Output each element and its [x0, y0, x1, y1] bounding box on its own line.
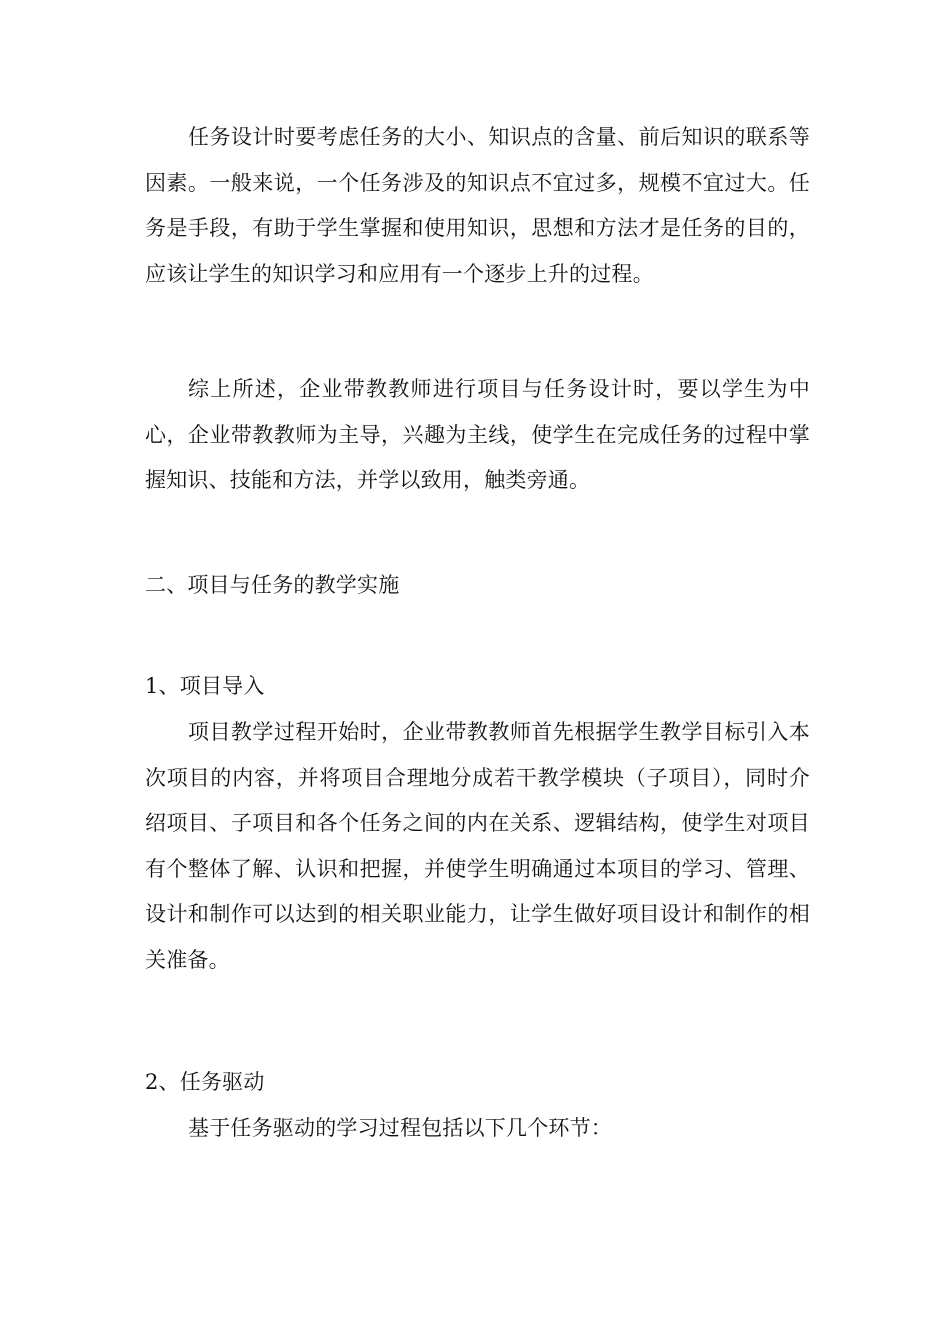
- section-heading: 二、项目与任务的教学实施: [145, 573, 400, 597]
- paragraph-task-driven: 基于任务驱动的学习过程包括以下几个环节：: [188, 1116, 612, 1140]
- paragraph-summary: 综上所述，企业带教教师进行项目与任务设计时，要以学生为中心，企业带教教师为主导，兴趣为主线，使学生在完成任务的过程中掌握知识、技能和方法，并学以致用，触类旁通。: [145, 377, 810, 492]
- subheading-project-intro: 1、项目导入: [145, 674, 265, 698]
- paragraph-task-design: 任务设计时要考虑任务的大小、知识点的含量、前后知识的联系等因素。一般来说，一个任务涉及的知识点不宜过多，规模不宜过大。任务是手段，有助于学生掌握和使用知识，思想和方法才是任务的目的，应该让学生的知识学习和应用有一个逐步上升的过程。: [145, 125, 810, 286]
- subheading-task-driven: 2、任务驱动: [145, 1070, 265, 1094]
- paragraph-project-intro: 项目教学过程开始时，企业带教教师首先根据学生教学目标引入本次项目的内容，并将项目合理地分成若干教学模块（子项目），同时介绍项目、子项目和各个任务之间的内在关系、逻辑结构，使学生对项目有个整体了解、认识和把握，并使学生明确通过本项目的学习、管理、设计和制作可以达到的相关职业能力，让学生做好项目设计和制作的相关准备。: [145, 720, 810, 972]
